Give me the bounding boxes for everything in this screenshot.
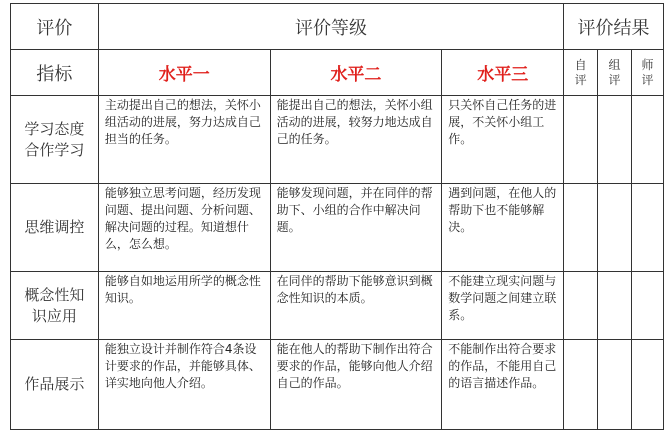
self-eval-cell[interactable] xyxy=(564,184,598,272)
table-row xyxy=(11,96,664,184)
result-header: 评价结果 xyxy=(564,4,664,50)
criterion-cell xyxy=(11,272,99,340)
teacher-eval-cell[interactable] xyxy=(632,184,664,272)
header-row-bottom xyxy=(11,50,664,96)
level-3-desc: 遇到问题，在他人的帮助下也不能够解决。 xyxy=(442,184,564,272)
self-eval-bottom: 评 xyxy=(574,72,587,87)
teacher-eval-cell[interactable] xyxy=(632,96,664,184)
indicator-header-bottom: 指标 xyxy=(11,50,99,96)
criterion-line: 识应用 xyxy=(31,306,77,325)
level-2-desc: 在同伴的帮助下能够意识到概念性知识的本质。 xyxy=(270,272,442,340)
teacher-eval-header xyxy=(632,50,664,96)
level-3-header: 水平三 xyxy=(442,50,564,96)
table-row xyxy=(11,272,664,340)
self-eval-top: 自 xyxy=(574,57,587,72)
level-2-desc: 能提出自己的想法，关怀小组活动的进展，较努力地达成自己的任务。 xyxy=(270,96,442,184)
group-eval-cell[interactable] xyxy=(598,272,632,340)
self-eval-cell[interactable] xyxy=(564,96,598,184)
group-eval-cell[interactable] xyxy=(598,96,632,184)
teacher-eval-bottom: 评 xyxy=(641,72,654,87)
criterion-cell xyxy=(11,96,99,184)
evaluation-table xyxy=(10,3,664,430)
criterion-line: 思维调控 xyxy=(24,218,85,236)
grade-header: 评价等级 xyxy=(98,4,563,50)
level-3-desc: 不能制作出符合要求的作品，不能用自己的语言描述作品。 xyxy=(442,340,564,430)
header-row-top xyxy=(11,4,664,50)
teacher-eval-cell[interactable] xyxy=(632,272,664,340)
teacher-eval-cell[interactable] xyxy=(632,340,664,430)
level-1-desc: 能独立设计并制作符合4条设计要求的作品，并能够具体、详实地向他人介绍。 xyxy=(98,340,270,430)
criterion-line: 作品展示 xyxy=(24,375,85,393)
group-eval-bottom: 评 xyxy=(608,72,621,87)
self-eval-header xyxy=(564,50,598,96)
level-3-desc: 不能建立现实问题与数学问题之间建立联系。 xyxy=(442,272,564,340)
level-1-desc: 能够自如地运用所学的概念性知识。 xyxy=(98,272,270,340)
indicator-header-top: 评价 xyxy=(11,4,99,50)
table-row xyxy=(11,184,664,272)
level-1-desc: 主动提出自己的想法，关怀小组活动的进展，努力达成自己担当的任务。 xyxy=(98,96,270,184)
level-1-header: 水平一 xyxy=(98,50,270,96)
criterion-cell xyxy=(11,340,99,430)
group-eval-cell[interactable] xyxy=(598,184,632,272)
group-eval-top: 组 xyxy=(608,57,621,72)
criterion-line: 学习态度 xyxy=(24,119,85,138)
level-2-desc: 能够发现问题，并在同伴的帮助下、小组的合作中解决问题。 xyxy=(270,184,442,272)
level-2-header: 水平二 xyxy=(270,50,442,96)
level-2-desc: 能在他人的帮助下制作出符合要求的作品，能够向他人介绍自己的作品。 xyxy=(270,340,442,430)
criterion-cell xyxy=(11,184,99,272)
criterion-line: 合作学习 xyxy=(24,140,85,159)
criterion-line: 概念性知 xyxy=(24,285,85,304)
level-3-desc: 只关怀自己任务的进展，不关怀小组工作。 xyxy=(442,96,564,184)
teacher-eval-top: 师 xyxy=(641,57,654,72)
table-row xyxy=(11,340,664,430)
level-1-desc: 能够独立思考问题，经历发现问题、提出问题、分析问题、解决问题的过程。知道想什么，怎么想。 xyxy=(98,184,270,272)
self-eval-cell[interactable] xyxy=(564,272,598,340)
group-eval-cell[interactable] xyxy=(598,340,632,430)
self-eval-cell[interactable] xyxy=(564,340,598,430)
group-eval-header xyxy=(598,50,632,96)
